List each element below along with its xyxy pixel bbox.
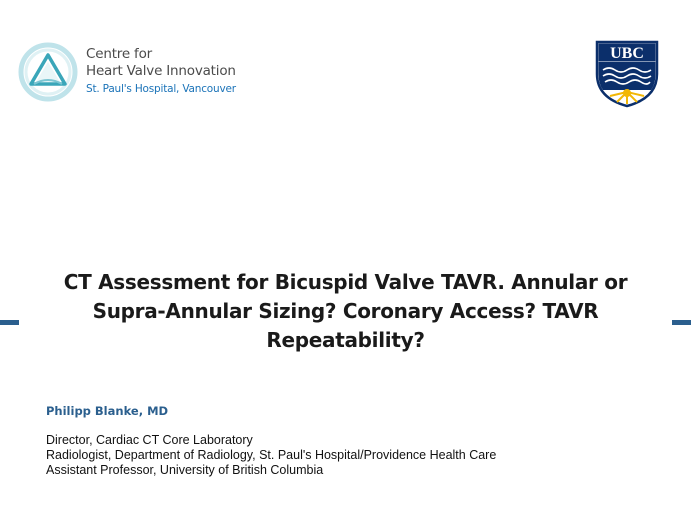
chvi-triangle-ring-icon bbox=[18, 42, 78, 102]
chvi-logo-line1: Centre for bbox=[86, 46, 152, 62]
chvi-logo-line3: St. Paul's Hospital, Vancouver bbox=[86, 83, 236, 95]
affiliation-line: Director, Cardiac CT Core Laboratory bbox=[46, 433, 253, 447]
slide-title-line1: CT Assessment for Bicuspid Valve TAVR. Annular or bbox=[63, 270, 628, 294]
presenter-affiliations bbox=[46, 433, 496, 478]
left-accent-bar bbox=[0, 320, 19, 325]
affiliation-line: Radiologist, Department of Radiology, St. Paul's Hospital/Providence Health Care bbox=[46, 448, 497, 462]
presenter-name: Philipp Blanke, MD bbox=[46, 404, 169, 418]
slide-title-line3: Repeatability? bbox=[266, 328, 425, 352]
slide-title bbox=[30, 268, 661, 355]
right-accent-bar bbox=[672, 320, 691, 325]
affiliation-line: Assistant Professor, University of British Columbia bbox=[46, 463, 324, 477]
chvi-logo bbox=[18, 40, 248, 104]
ubc-crest-label: UBC bbox=[610, 45, 644, 62]
slide-title-line2: Supra-Annular Sizing? Coronary Access? TAVR bbox=[92, 299, 599, 323]
ubc-crest-icon bbox=[595, 40, 659, 108]
chvi-logo-line2: Heart Valve Innovation bbox=[86, 63, 236, 79]
